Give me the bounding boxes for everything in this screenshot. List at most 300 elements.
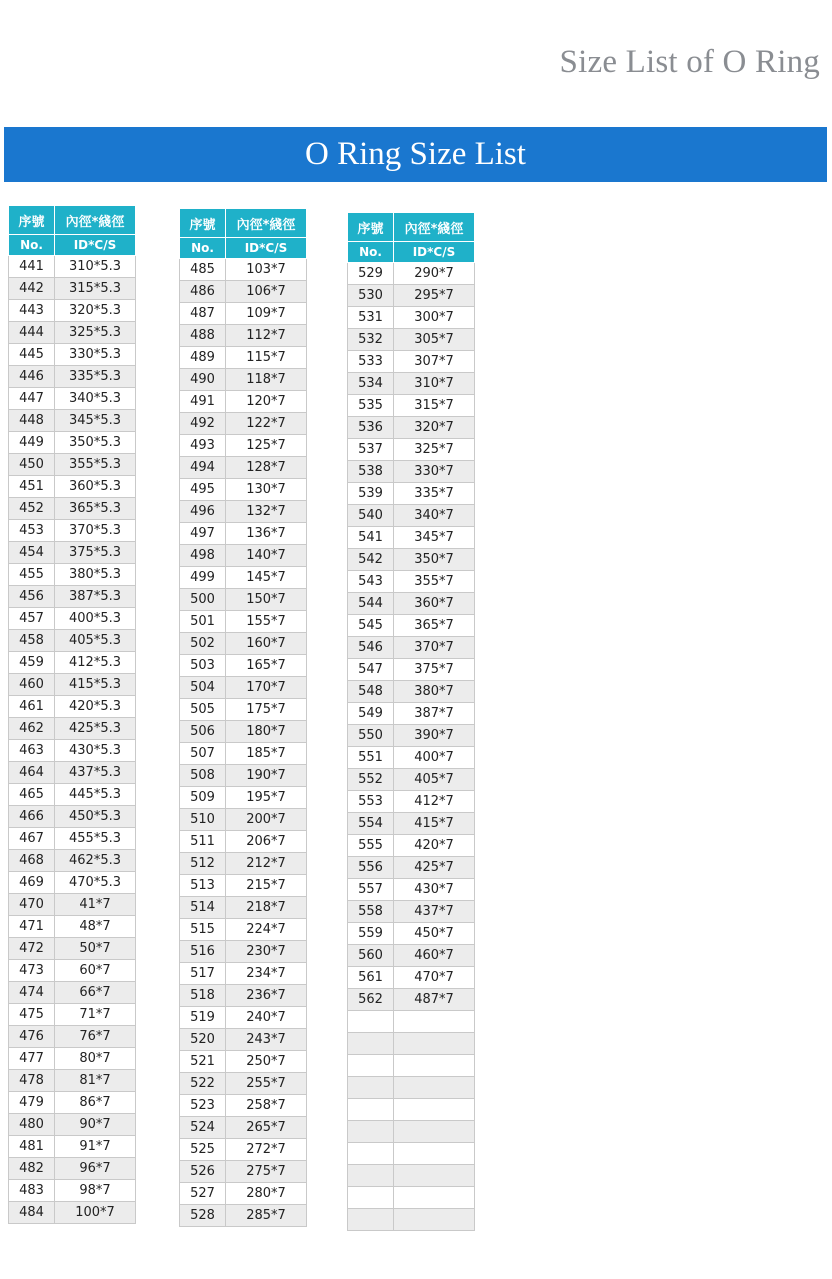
cell-size: 487*7: [394, 989, 475, 1011]
table-row: [348, 1099, 475, 1121]
cell-size: 81*7: [55, 1070, 136, 1092]
cell-size: 285*7: [226, 1205, 307, 1227]
cell-size: 185*7: [226, 743, 307, 765]
cell-size: 387*5.3: [55, 586, 136, 608]
table-row: [348, 791, 475, 813]
cell-no: 477: [9, 1048, 55, 1070]
table-row: [9, 608, 136, 630]
cell-no: 441: [9, 256, 55, 278]
table-row: [9, 344, 136, 366]
cell-size: 450*5.3: [55, 806, 136, 828]
cell-no: 525: [180, 1139, 226, 1161]
cell-size: 180*7: [226, 721, 307, 743]
table-row: [348, 857, 475, 879]
cell-no: 492: [180, 413, 226, 435]
cell-no: [348, 1187, 394, 1209]
cell-no: 541: [348, 527, 394, 549]
table-row: [9, 872, 136, 894]
table-row: [9, 322, 136, 344]
cell-size: 212*7: [226, 853, 307, 875]
table-row: [180, 303, 307, 325]
cell-size: 290*7: [394, 263, 475, 285]
table-row: [9, 388, 136, 410]
cell-no: 483: [9, 1180, 55, 1202]
table-row: [180, 897, 307, 919]
table-row: [9, 498, 136, 520]
table-row: [180, 567, 307, 589]
cell-size: 325*7: [394, 439, 475, 461]
table-row: [348, 989, 475, 1011]
cell-no: [348, 1033, 394, 1055]
cell-size: 315*5.3: [55, 278, 136, 300]
cell-no: 452: [9, 498, 55, 520]
cell-no: 487: [180, 303, 226, 325]
cell-no: 532: [348, 329, 394, 351]
table-row: [180, 281, 307, 303]
cell-no: 500: [180, 589, 226, 611]
cell-size: 415*7: [394, 813, 475, 835]
cell-no: 559: [348, 923, 394, 945]
table-row: [9, 784, 136, 806]
table-row: [9, 982, 136, 1004]
table-row: [348, 395, 475, 417]
table-row: [180, 1161, 307, 1183]
cell-no: 478: [9, 1070, 55, 1092]
table-row: [348, 923, 475, 945]
cell-size: 412*5.3: [55, 652, 136, 674]
cell-no: 447: [9, 388, 55, 410]
table-row: [348, 351, 475, 373]
cell-size: 425*5.3: [55, 718, 136, 740]
cell-size: 335*5.3: [55, 366, 136, 388]
cell-size: 400*7: [394, 747, 475, 769]
table-row: [348, 1121, 475, 1143]
cell-no: 469: [9, 872, 55, 894]
cell-size: 345*7: [394, 527, 475, 549]
cell-size: 375*7: [394, 659, 475, 681]
table-row: [9, 432, 136, 454]
cell-no: 481: [9, 1136, 55, 1158]
cell-no: 522: [180, 1073, 226, 1095]
cell-no: 480: [9, 1114, 55, 1136]
table-row: [348, 637, 475, 659]
table-row: [9, 586, 136, 608]
cell-no: 445: [9, 344, 55, 366]
cell-size: [394, 1143, 475, 1165]
table-row: [9, 938, 136, 960]
table-row: [348, 659, 475, 681]
table-row: [9, 366, 136, 388]
table-row: [348, 1033, 475, 1055]
cell-size: 60*7: [55, 960, 136, 982]
cell-size: 335*7: [394, 483, 475, 505]
cell-size: 315*7: [394, 395, 475, 417]
table-row: [9, 1048, 136, 1070]
table-row: [180, 875, 307, 897]
table-row: [348, 1143, 475, 1165]
cell-size: 86*7: [55, 1092, 136, 1114]
table-row: [180, 413, 307, 435]
cell-no: 466: [9, 806, 55, 828]
table-row: [180, 699, 307, 721]
table-row: [180, 325, 307, 347]
header-no-en: No.: [9, 235, 55, 256]
table-row: [180, 435, 307, 457]
cell-no: 553: [348, 791, 394, 813]
cell-size: 250*7: [226, 1051, 307, 1073]
table-row: [9, 718, 136, 740]
cell-size: 48*7: [55, 916, 136, 938]
cell-no: 507: [180, 743, 226, 765]
cell-size: 234*7: [226, 963, 307, 985]
cell-size: 240*7: [226, 1007, 307, 1029]
table-row: [9, 806, 136, 828]
cell-no: 556: [348, 857, 394, 879]
cell-no: 508: [180, 765, 226, 787]
cell-no: 475: [9, 1004, 55, 1026]
cell-no: 533: [348, 351, 394, 373]
cell-no: 495: [180, 479, 226, 501]
table-row: [9, 1136, 136, 1158]
table-row: [348, 1011, 475, 1033]
cell-no: 496: [180, 501, 226, 523]
table-row: [180, 963, 307, 985]
table-row: [180, 1029, 307, 1051]
cell-size: 160*7: [226, 633, 307, 655]
cell-size: 275*7: [226, 1161, 307, 1183]
cell-no: 442: [9, 278, 55, 300]
table-row: [180, 259, 307, 281]
cell-no: 479: [9, 1092, 55, 1114]
cell-no: 535: [348, 395, 394, 417]
cell-size: [394, 1121, 475, 1143]
cell-no: 468: [9, 850, 55, 872]
table-row: [348, 1077, 475, 1099]
cell-size: 360*7: [394, 593, 475, 615]
cell-no: 510: [180, 809, 226, 831]
cell-no: 518: [180, 985, 226, 1007]
cell-size: 145*7: [226, 567, 307, 589]
cell-no: 465: [9, 784, 55, 806]
cell-size: 295*7: [394, 285, 475, 307]
cell-size: 215*7: [226, 875, 307, 897]
table-row: [348, 901, 475, 923]
table-row: [180, 1007, 307, 1029]
cell-size: 103*7: [226, 259, 307, 281]
cell-no: 454: [9, 542, 55, 564]
table-row: [180, 1051, 307, 1073]
cell-size: [394, 1033, 475, 1055]
table-row: [9, 916, 136, 938]
header-no-zh: 序號: [180, 209, 226, 238]
cell-no: 448: [9, 410, 55, 432]
table-row: [180, 985, 307, 1007]
cell-no: 517: [180, 963, 226, 985]
table-row: [9, 674, 136, 696]
cell-no: 467: [9, 828, 55, 850]
cell-no: 552: [348, 769, 394, 791]
table-row: [9, 652, 136, 674]
cell-no: 555: [348, 835, 394, 857]
cell-no: 549: [348, 703, 394, 725]
cell-no: 450: [9, 454, 55, 476]
cell-no: 505: [180, 699, 226, 721]
table-row: [348, 703, 475, 725]
cell-no: 503: [180, 655, 226, 677]
table-row: [348, 967, 475, 989]
header-size-en: ID*C/S: [55, 235, 136, 256]
cell-no: 516: [180, 941, 226, 963]
table-row: [180, 655, 307, 677]
table-row: [348, 813, 475, 835]
cell-no: 546: [348, 637, 394, 659]
table-row: [9, 1202, 136, 1224]
cell-size: 340*5.3: [55, 388, 136, 410]
cell-size: 120*7: [226, 391, 307, 413]
table-row: [9, 828, 136, 850]
cell-size: 430*7: [394, 879, 475, 901]
cell-size: 175*7: [226, 699, 307, 721]
cell-size: 112*7: [226, 325, 307, 347]
cell-size: 265*7: [226, 1117, 307, 1139]
cell-size: 470*5.3: [55, 872, 136, 894]
cell-no: 554: [348, 813, 394, 835]
cell-size: 80*7: [55, 1048, 136, 1070]
cell-size: 370*7: [394, 637, 475, 659]
cell-no: 494: [180, 457, 226, 479]
cell-size: 170*7: [226, 677, 307, 699]
table-row: [180, 545, 307, 567]
cell-no: 504: [180, 677, 226, 699]
table-row: [348, 263, 475, 285]
cell-no: 455: [9, 564, 55, 586]
cell-no: 443: [9, 300, 55, 322]
table-row: [348, 549, 475, 571]
table-row: [180, 853, 307, 875]
table-row: [180, 479, 307, 501]
cell-no: 519: [180, 1007, 226, 1029]
table-row: [9, 894, 136, 916]
table-row: [9, 1026, 136, 1048]
cell-size: 236*7: [226, 985, 307, 1007]
cell-no: 511: [180, 831, 226, 853]
cell-size: 405*5.3: [55, 630, 136, 652]
table-row: [180, 1183, 307, 1205]
cell-no: 482: [9, 1158, 55, 1180]
table-row: [348, 681, 475, 703]
table-row: [9, 520, 136, 542]
table-row: [9, 1158, 136, 1180]
cell-size: 445*5.3: [55, 784, 136, 806]
table-row: [180, 391, 307, 413]
cell-no: 544: [348, 593, 394, 615]
table-row: [348, 747, 475, 769]
cell-size: 355*7: [394, 571, 475, 593]
table-row: [348, 439, 475, 461]
size-table-3: [347, 212, 475, 1231]
table-row: [348, 417, 475, 439]
cell-no: 560: [348, 945, 394, 967]
cell-size: 387*7: [394, 703, 475, 725]
cell-size: 71*7: [55, 1004, 136, 1026]
cell-no: 551: [348, 747, 394, 769]
cell-no: 489: [180, 347, 226, 369]
table-row: [180, 1095, 307, 1117]
table-row: [180, 457, 307, 479]
cell-size: 272*7: [226, 1139, 307, 1161]
table-row: [180, 347, 307, 369]
cell-no: 446: [9, 366, 55, 388]
cell-no: 473: [9, 960, 55, 982]
table-row: [9, 850, 136, 872]
table-row: [180, 787, 307, 809]
table-row: [348, 483, 475, 505]
cell-size: [394, 1209, 475, 1231]
table-row: [348, 725, 475, 747]
cell-size: 350*7: [394, 549, 475, 571]
table-row: [9, 454, 136, 476]
cell-size: 206*7: [226, 831, 307, 853]
cell-no: 513: [180, 875, 226, 897]
table-row: [9, 1092, 136, 1114]
cell-size: 365*5.3: [55, 498, 136, 520]
table-row: [180, 501, 307, 523]
cell-size: 360*5.3: [55, 476, 136, 498]
cell-size: 218*7: [226, 897, 307, 919]
cell-size: [394, 1099, 475, 1121]
table-row: [180, 919, 307, 941]
header-no-zh: 序號: [348, 213, 394, 242]
cell-size: 224*7: [226, 919, 307, 941]
table-row: [180, 809, 307, 831]
banner-title: O Ring Size List: [4, 127, 827, 182]
cell-size: [394, 1187, 475, 1209]
table-row: [180, 633, 307, 655]
cell-size: 355*5.3: [55, 454, 136, 476]
cell-size: 390*7: [394, 725, 475, 747]
cell-size: 300*7: [394, 307, 475, 329]
cell-size: 375*5.3: [55, 542, 136, 564]
table-row: [9, 542, 136, 564]
table-row: [348, 505, 475, 527]
cell-size: [394, 1077, 475, 1099]
cell-size: 307*7: [394, 351, 475, 373]
cell-no: 506: [180, 721, 226, 743]
cell-no: 474: [9, 982, 55, 1004]
table-row: [9, 1070, 136, 1092]
cell-size: [394, 1165, 475, 1187]
cell-size: 128*7: [226, 457, 307, 479]
cell-size: 66*7: [55, 982, 136, 1004]
cell-no: 462: [9, 718, 55, 740]
cell-no: 520: [180, 1029, 226, 1051]
table-row: [180, 611, 307, 633]
cell-size: 340*7: [394, 505, 475, 527]
table-row: [9, 564, 136, 586]
cell-no: 470: [9, 894, 55, 916]
header-no-zh: 序號: [9, 206, 55, 235]
table-row: [180, 589, 307, 611]
table-row: [348, 615, 475, 637]
table-row: [180, 765, 307, 787]
cell-no: [348, 1099, 394, 1121]
cell-no: [348, 1011, 394, 1033]
table-row: [9, 1004, 136, 1026]
cell-no: 457: [9, 608, 55, 630]
cell-size: 380*5.3: [55, 564, 136, 586]
cell-size: 325*5.3: [55, 322, 136, 344]
cell-no: 547: [348, 659, 394, 681]
table-row: [180, 369, 307, 391]
table-row: [9, 410, 136, 432]
table-row: [9, 630, 136, 652]
cell-no: 444: [9, 322, 55, 344]
cell-no: 502: [180, 633, 226, 655]
table-row: [348, 769, 475, 791]
size-table-2: [179, 208, 307, 1227]
cell-size: 115*7: [226, 347, 307, 369]
cell-size: 255*7: [226, 1073, 307, 1095]
table-row: [348, 527, 475, 549]
cell-size: 90*7: [55, 1114, 136, 1136]
cell-no: 512: [180, 853, 226, 875]
table-row: [348, 1055, 475, 1077]
table-row: [180, 677, 307, 699]
cell-no: 491: [180, 391, 226, 413]
cell-size: 125*7: [226, 435, 307, 457]
cell-no: 514: [180, 897, 226, 919]
cell-size: 150*7: [226, 589, 307, 611]
cell-no: 463: [9, 740, 55, 762]
cell-no: 515: [180, 919, 226, 941]
cell-size: 140*7: [226, 545, 307, 567]
header-size-zh: 內徑*綫徑: [394, 213, 475, 242]
cell-size: 130*7: [226, 479, 307, 501]
header-size-en: ID*C/S: [226, 238, 307, 259]
cell-size: 462*5.3: [55, 850, 136, 872]
cell-no: 542: [348, 549, 394, 571]
table-row: [180, 743, 307, 765]
cell-no: 527: [180, 1183, 226, 1205]
cell-size: 190*7: [226, 765, 307, 787]
cell-no: 476: [9, 1026, 55, 1048]
cell-no: 493: [180, 435, 226, 457]
cell-size: [394, 1011, 475, 1033]
cell-no: 557: [348, 879, 394, 901]
cell-size: 437*5.3: [55, 762, 136, 784]
cell-size: 310*5.3: [55, 256, 136, 278]
cell-size: 132*7: [226, 501, 307, 523]
cell-no: 521: [180, 1051, 226, 1073]
table-row: [348, 1187, 475, 1209]
cell-no: 501: [180, 611, 226, 633]
cell-size: 405*7: [394, 769, 475, 791]
table-row: [348, 285, 475, 307]
cell-size: 243*7: [226, 1029, 307, 1051]
cell-no: 531: [348, 307, 394, 329]
cell-no: [348, 1143, 394, 1165]
cell-size: 195*7: [226, 787, 307, 809]
cell-size: 50*7: [55, 938, 136, 960]
cell-no: [348, 1077, 394, 1099]
cell-size: 100*7: [55, 1202, 136, 1224]
cell-no: 536: [348, 417, 394, 439]
cell-no: 459: [9, 652, 55, 674]
table-row: [180, 1139, 307, 1161]
cell-no: 456: [9, 586, 55, 608]
table-row: [348, 945, 475, 967]
table-row: [348, 373, 475, 395]
